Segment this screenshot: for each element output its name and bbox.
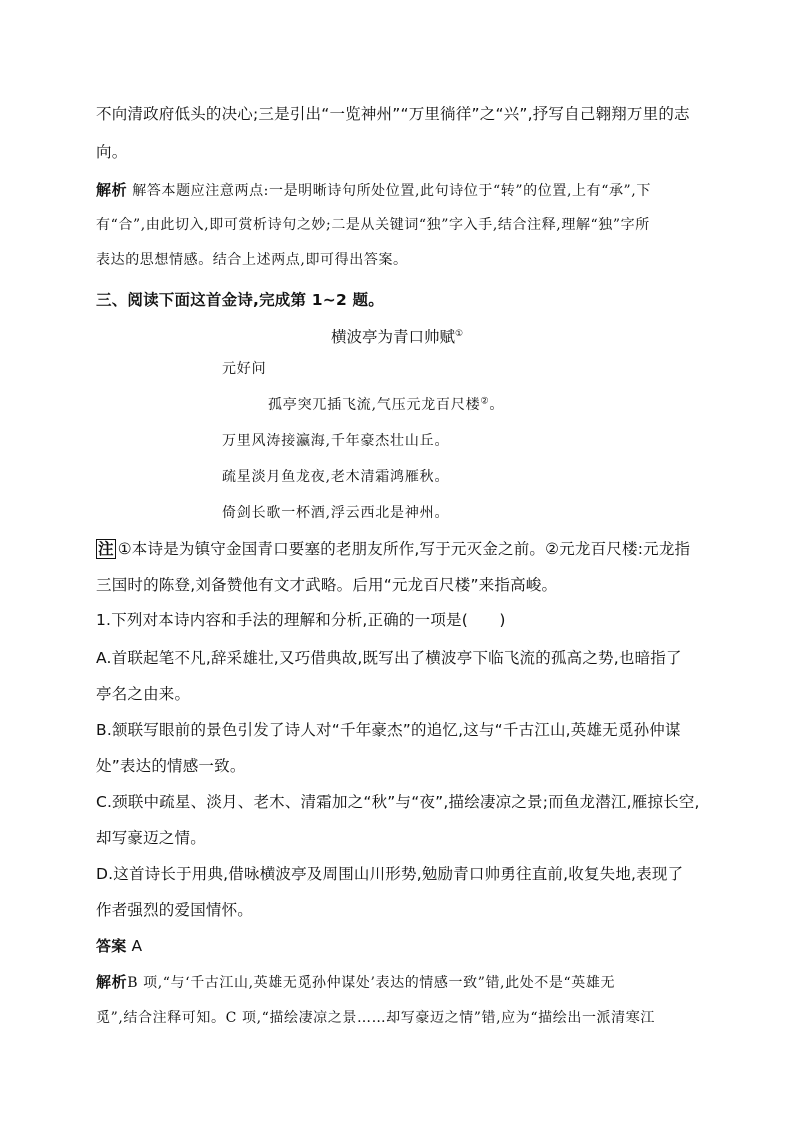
answer-label: 答案 [96,937,127,955]
poem-line-text: 孤亭突兀插飞流,气压元龙百尺楼 [268,397,481,413]
poem-line [268,394,504,414]
analysis-text: B 项,“与‘千古江山,英雄无觅孙仲谋处’表达的情感一致”错,此处不是“英雄无 [127,975,616,991]
option-b-cont: 处”表达的情感一致。 [96,757,246,775]
option-b: B.颔联写眼前的景色引发了诗人对“千年豪杰”的追忆,这与“千古江山,英雄无觅孙仲谋 [96,721,681,739]
poem-line: 疏星淡月鱼龙夜,老木清霜鸿雁秋。 [222,469,450,485]
analysis-text: 解答本题应注意两点:一是明晰诗句所处位置,此句诗位于“转”的位置,上有“承”,下 [132,183,651,199]
analysis-label: 解析 [96,181,128,199]
paragraph-line: 向。 [96,143,128,161]
poem-title [0,325,794,347]
option-c: C.颈联中疏星、淡月、老木、清霜加之“秋”与“夜”,描绘凄凉之景;而鱼龙潜江,雁掠长空, [96,793,700,811]
section-heading: 三、阅读下面这首金诗,完成第 1~2 题。 [96,291,384,309]
question-stem: 1.下列对本诗内容和手法的理解和分析,正确的一项是( ) [96,611,506,629]
option-d: D.这首诗长于用典,借咏横波亭及周围山川形势,勉励青口帅勇往直前,收复失地,表现了 [96,865,684,883]
analysis-label: 解析 [96,973,128,991]
note-label: 注 [98,540,114,558]
analysis-line: 表达的思想情感。结合上述两点,即可得出答案。 [96,252,408,268]
poem-author: 元好问 [222,361,267,377]
analysis-paragraph [96,972,615,993]
paragraph-line: 不向清政府低头的决心;三是引出“一览神州”“万里徜徉”之“兴”,抒写自己翱翔万里的志 [96,105,690,123]
note-text: ①本诗是为镇守金国青口要塞的老朋友所作,写于元灭金之前。②元龙百尺楼:元龙指 [117,540,691,558]
analysis-line: 有“合”,由此切入,即可赏析诗句之妙;二是从关键词“独”字入手,结合注释,理解“独”字所 [96,217,650,233]
footnote-marker: ② [480,396,490,407]
poem-line: 倚剑长歌一杯酒,浮云西北是神州。 [222,505,450,521]
analysis-line: 觅”,结合注释可知。C 项,“描绘凄凉之景……却写豪迈之情”错,应为“描绘出一派清寒江 [96,1010,655,1026]
footnote-marker: ① [454,328,464,339]
poem-line: 万里风涛接瀛海,千年豪杰壮山丘。 [222,433,450,449]
note-line: 三国时的陈登,刘备赞他有文才武略。后用“元龙百尺楼”来指高峻。 [96,576,558,594]
note-paragraph [96,539,690,559]
option-a: A.首联起笔不凡,辞采雄壮,又巧借典故,既写出了横波亭下临飞流的孤高之势,也暗指了 [96,649,682,667]
answer-value: A [131,937,143,955]
poem-line-end: 。 [489,397,505,413]
poem-title-text: 横波亭为青口帅赋 [330,328,455,346]
option-a-cont: 亭名之由来。 [96,685,191,703]
analysis-paragraph [96,180,651,201]
answer-line [96,936,142,956]
option-d-cont: 作者强烈的爱国情怀。 [96,901,254,919]
option-c-cont: 却写豪迈之情。 [96,829,206,847]
